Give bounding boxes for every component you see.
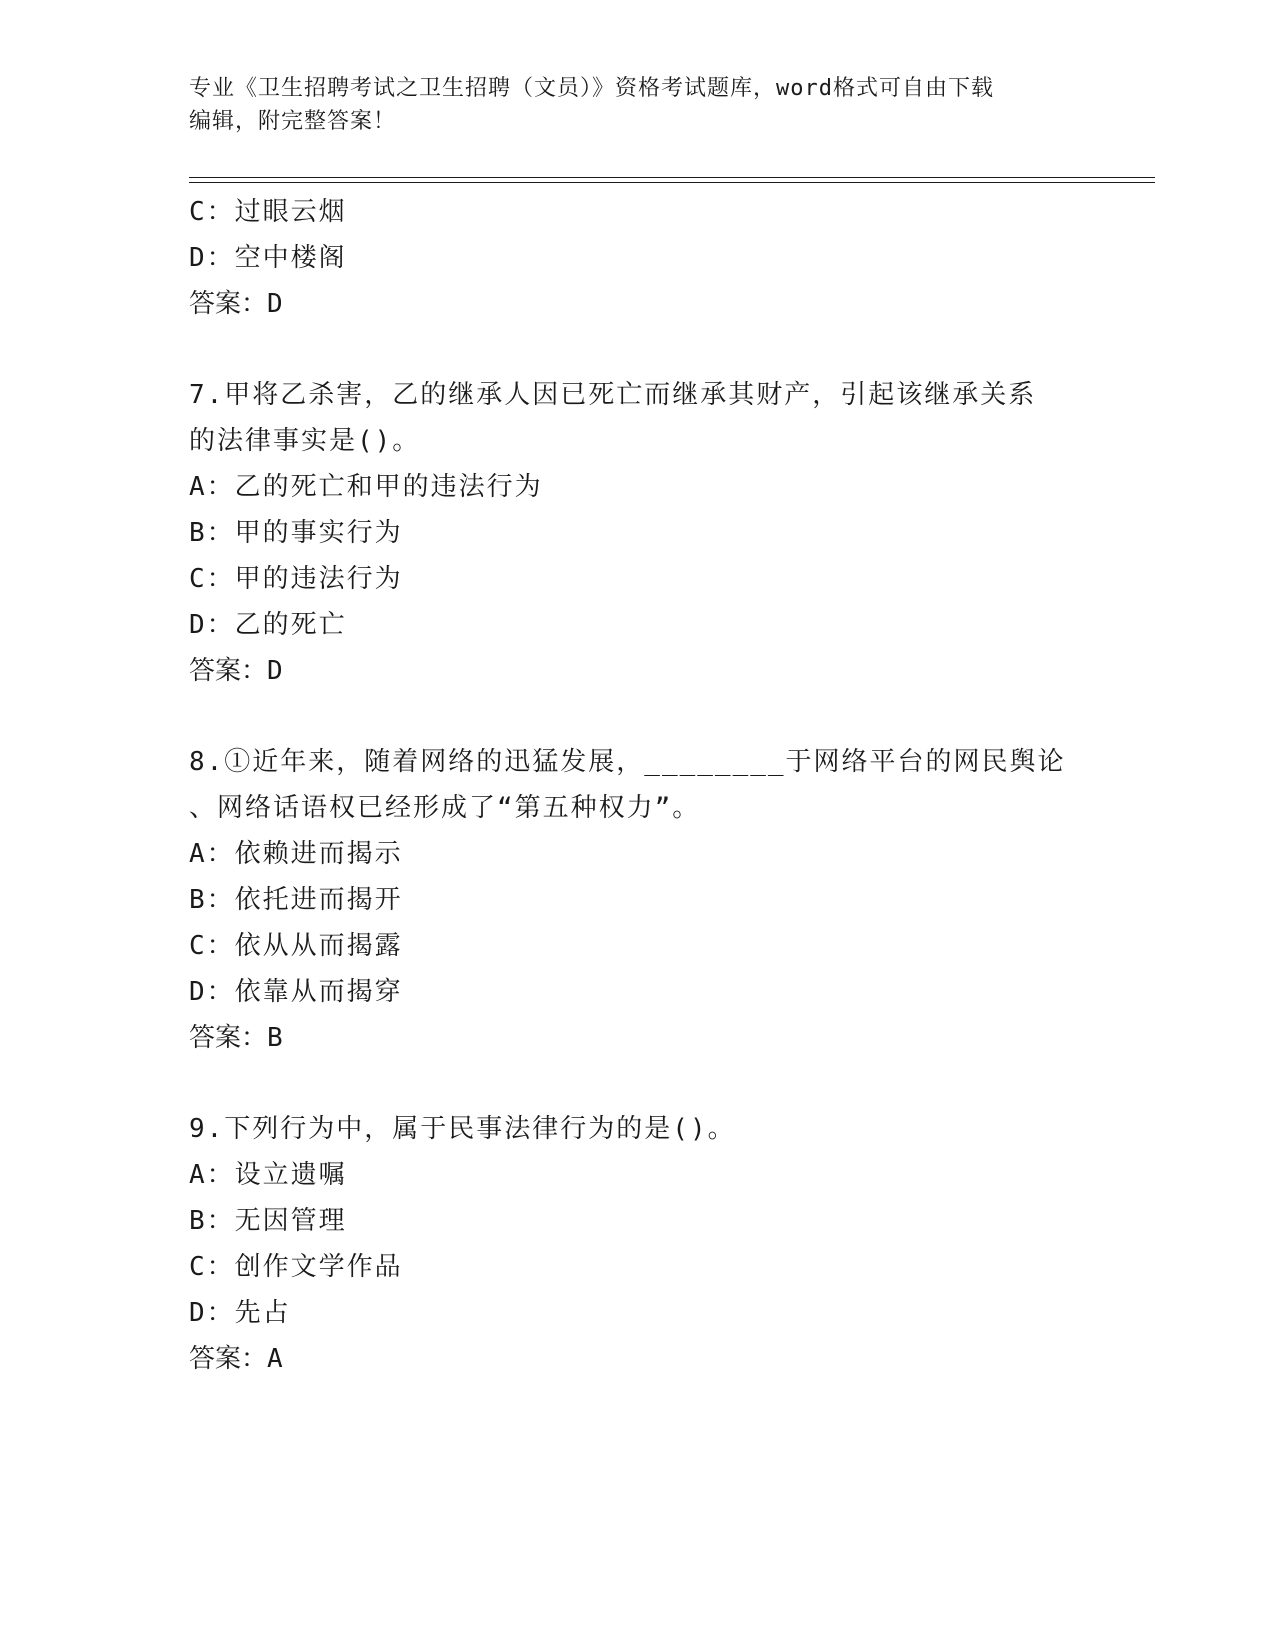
header-line-1: 专业《卫生招聘考试之卫生招聘（文员）》资格考试题库，word格式可自由下载 [189, 76, 994, 101]
option-d: D：依靠从而揭穿 [189, 977, 403, 1007]
option-b: B：无因管理 [189, 1206, 347, 1236]
spacer [189, 694, 1089, 739]
option-c: C：过眼云烟 [189, 197, 347, 227]
question-stem-line-1: 7.甲将乙杀害，乙的继承人因已死亡而继承其财产，引起该继承关系 [189, 380, 1037, 410]
answer-line: 答案：A [189, 1344, 283, 1374]
header-rule-top [189, 177, 1155, 178]
question-6-continued [189, 189, 1089, 327]
question-list [189, 189, 1089, 1382]
option-d: D：空中楼阁 [189, 243, 347, 273]
option-c: C：创作文学作品 [189, 1252, 403, 1282]
option-d: D：先占 [189, 1298, 291, 1328]
spacer [189, 327, 1089, 372]
option-c: C：甲的违法行为 [189, 564, 403, 594]
option-c: C：依从从而揭露 [189, 931, 403, 961]
option-a: A：乙的死亡和甲的违法行为 [189, 472, 543, 502]
document-header [189, 72, 1089, 138]
question-stem-line-1: 9.下列行为中，属于民事法律行为的是()。 [189, 1114, 736, 1144]
option-b: B：依托进而揭开 [189, 885, 403, 915]
answer-line: 答案：B [189, 1023, 283, 1053]
spacer [189, 1061, 1089, 1106]
question-stem-line-2: 的法律事实是()。 [189, 426, 421, 456]
option-b: B：甲的事实行为 [189, 518, 403, 548]
question-8 [189, 739, 1089, 1061]
question-7 [189, 372, 1089, 694]
option-a: A：依赖进而揭示 [189, 839, 403, 869]
answer-line: 答案：D [189, 656, 283, 686]
answer-line: 答案：D [189, 289, 283, 319]
header-line-2: 编辑，附完整答案！ [189, 109, 397, 134]
question-stem-line-1: 8.①近年来，随着网络的迅猛发展，________于网络平台的网民舆论 [189, 747, 1066, 777]
option-d: D：乙的死亡 [189, 610, 347, 640]
question-9 [189, 1106, 1089, 1382]
option-a: A：设立遗嘱 [189, 1160, 347, 1190]
header-rule-bottom [189, 182, 1155, 183]
question-stem-line-2: 、网络话语权已经形成了“第五种权力”。 [189, 793, 701, 823]
